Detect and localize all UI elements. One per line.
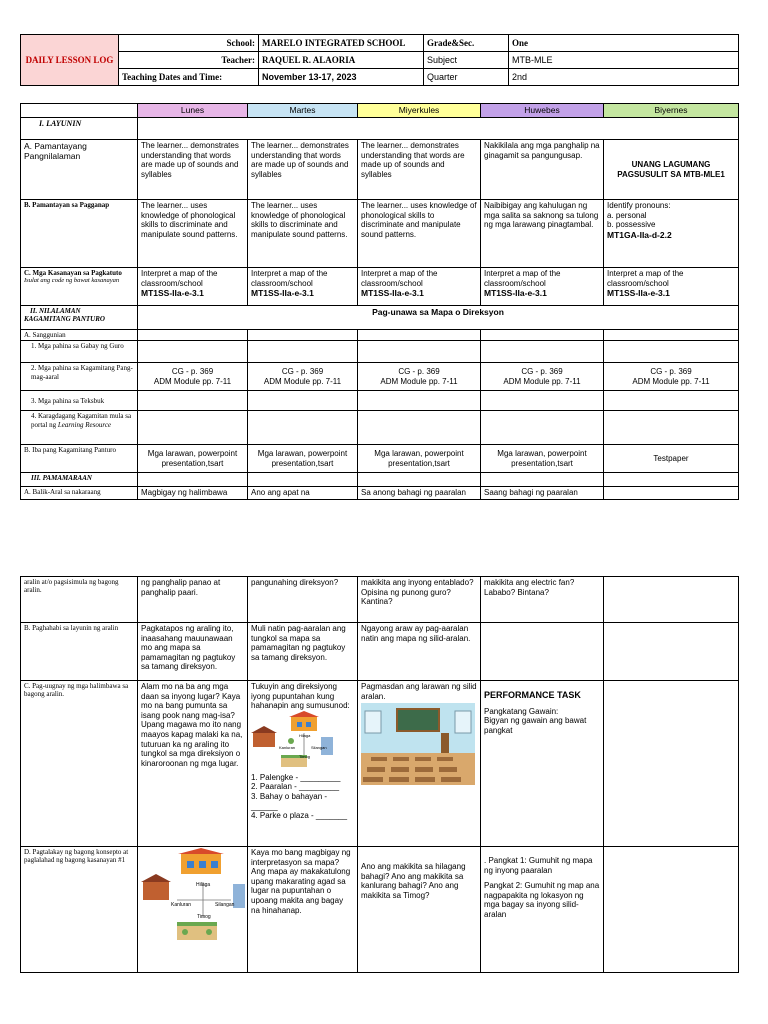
b-tue: The learner... uses knowledge of phonological skills to discriminate and manipulate sound patterns. (248, 200, 358, 268)
quarter-value: 2nd (509, 69, 739, 86)
label-mga-kasanayan (21, 268, 138, 306)
school-value: MARELO INTEGRATED SCHOOL (259, 35, 424, 52)
c-fri (604, 268, 739, 306)
grade-value: One (509, 35, 739, 52)
ugnay-wed (358, 681, 481, 847)
mat-wed: Mga larawan, powerpoint presentation,tsart (358, 445, 481, 473)
c-wed (358, 268, 481, 306)
talakay-wed-text: Ano ang makikita sa hilagang bahagi? Ano ang makikita sa kanlurang bahagi? Ano ang makikita sa Timog? (361, 862, 466, 900)
map-illustration (141, 848, 245, 948)
map-west: Kanluran (171, 902, 192, 908)
day-header-mon: Lunes (138, 104, 248, 118)
map-small-east: Silangan (311, 744, 327, 750)
log-title: DAILY LESSON LOG (21, 35, 119, 86)
corner-cell (21, 104, 138, 118)
label-pamantayang-pangnilalaman: A. Pamantayang Pangnilalaman (21, 140, 138, 200)
mat-thu: Mga larawan, powerpoint presentation,tsart (481, 445, 604, 473)
label-karagdagang-kagamitan (21, 411, 138, 445)
day-header-tue: Martes (248, 104, 358, 118)
cg-tue-1: CG - p. 369 (281, 367, 324, 377)
section-layunin: I. LAYUNIN (21, 118, 138, 140)
c-fri-code: MT1SS-IIa-e-3.1 (607, 288, 670, 299)
habi-wed: Ngayong araw ay pag-aaralan natin ang mapa ng silid-aralan. (358, 623, 481, 681)
a-mon: The learner... demonstrates understanding that words are made up of sounds and syllables (138, 140, 248, 200)
ugnay-wed-text: Pagmasdan ang larawan ng silid aralan. (361, 682, 477, 701)
cg-tue-2: ADM Module pp. 7-11 (263, 376, 342, 386)
balik-cont-tue: pangunahing direksyon? (248, 577, 358, 623)
map-small-south: Timog (299, 753, 310, 759)
mat-tue: Mga larawan, powerpoint presentation,tsart (248, 445, 358, 473)
ugnay-tue-item1: 1. Palengke - _________ (251, 772, 341, 782)
label-balik-cont: aralin at/o pagsisimula ng bagong aralin. (21, 577, 138, 623)
cg-wed-1: CG - p. 369 (398, 367, 440, 377)
a-thu: Nakikilala ang mga panghalip na ginagamit sa pangungusap. (481, 140, 604, 200)
b-fri-code: MT1GA-IIa-d-2.2 (607, 229, 672, 240)
ugnay-thu (481, 681, 604, 847)
layunin-empty (138, 118, 739, 140)
label-balik-aral: A. Balik-Aral sa nakaraang (21, 487, 138, 500)
map-south: Timog (197, 914, 211, 920)
label-pamamaraan: III. PAMAMARAAN (21, 473, 138, 487)
cg-tue (248, 363, 358, 391)
talakay-tue: Kaya mo bang magbigay ng interpretasyon sa mapa? Ang mapa ay makakatulong upang makarating agad sa lugar na pupuntahan o upoang makita ang bagay na hinahanap. (248, 847, 358, 973)
talakay-thu-1: . Pangkat 1: Gumuhit ng mapa ng inyong paaralan (484, 856, 593, 875)
grade-label: Grade&Sec. (424, 35, 509, 52)
nilalaman-value: Pag-unawa sa Mapa o Direksyon (138, 306, 739, 330)
label-pag-uugnay: C. Pag-uugnay ng mga halimbawa sa bagong aralin. (21, 681, 138, 847)
a-tue: The learner... demonstrates understanding that words are made up of sounds and syllables (248, 140, 358, 200)
c-mon-text: Interpret a map of the classroom/school (141, 269, 218, 288)
talakay-thu (481, 847, 604, 973)
c-fri-text: Interpret a map of the classroom/school (607, 269, 684, 288)
map-illustration-small (251, 711, 351, 773)
performance-task-title: PERFORMANCE TASK (484, 690, 581, 700)
quarter-label: Quarter (424, 69, 509, 86)
cg-thu (481, 363, 604, 391)
balik-cont-thu: makikita ang electric fan? Lababo? Bintana? (481, 577, 604, 623)
ugnay-tue-item2: 2. Paaralan - _________ (251, 782, 340, 792)
map-small-west: Kanluran (279, 744, 296, 750)
label-sanggunian: A. Sanggunian (21, 330, 138, 341)
c-label-text: C. Mga Kasanayan sa Pagkatuto (24, 269, 122, 277)
a-fri: UNANG LAGUMANG PAGSUSULIT SA MTB-MLE1 (604, 140, 739, 200)
map-east: Silangan (215, 902, 235, 908)
balik-cont-mon: ng panghalip panao at panghalip paari. (138, 577, 248, 623)
lesson-table (20, 103, 739, 500)
day-header-fri: Biyernes (604, 104, 739, 118)
talakay-mon (138, 847, 248, 973)
b-fri-line3: b. possessive (607, 220, 656, 230)
label-iba-pang-kagamitan: B. Iba pang Kagamitang Panturo (21, 445, 138, 473)
balik-cont-wed: makikita ang inyong entablado? Opisina ng punong guro? Kantina? (358, 577, 481, 623)
mat-fri: Testpaper (604, 445, 739, 473)
subject-value: MTB-MLE (509, 52, 739, 69)
c-tue-code: MT1SS-IIa-e-3.1 (251, 288, 314, 299)
c-wed-text: Interpret a map of the classroom/school (361, 269, 438, 288)
ugnay-thu-1: Pangkatang Gawain: (484, 706, 559, 716)
balik-thu: Saang bahagi ng paaralan (481, 487, 604, 500)
ugnay-tue (248, 681, 358, 847)
balik-mon: Magbigay ng halimbawa (138, 487, 248, 500)
balik-wed: Sa anong bahagi ng paaralan (358, 487, 481, 500)
day-header-wed: Miyerkules (358, 104, 481, 118)
lesson-table-continued (20, 576, 739, 973)
c-thu-text: Interpret a map of the classroom/school (484, 269, 561, 288)
teacher-label: Teacher: (119, 52, 259, 69)
label-pamantayan-sa-pagganap: B. Pamantayan sa Pagganap (21, 200, 138, 268)
school-label: School: (119, 35, 259, 52)
c-label-sub: Isulat ang code ng bawat kasanayan (24, 277, 120, 285)
cg-mon-1: CG - p. 369 (171, 367, 214, 377)
ugnay-tue-intro: Tukuyin ang direksiyong iyong pupuntahan kung hahanapin ang sumusunod: (251, 682, 350, 711)
balik-tue: Ano ang apat na (248, 487, 358, 500)
classroom-illustration (361, 703, 475, 785)
header-table (20, 34, 739, 86)
habi-mon: Pagkatapos ng araling ito, inaasahang mauunawaan mo ang mapa sa pamamagitan ng pagtukoy sa tamang direksyon. (138, 623, 248, 681)
cg-wed (358, 363, 481, 391)
cg-wed-2: ADM Module pp. 7-11 (380, 376, 458, 386)
a-wed: The learner... demonstrates understanding that words are made up of sounds and syllables (358, 140, 481, 200)
c-mon (138, 268, 248, 306)
r4-text: 4. Karagdagang Kagamitan mula sa portal ng (31, 412, 132, 429)
c-tue (248, 268, 358, 306)
dates-value: November 13-17, 2023 (259, 69, 424, 86)
label-gabay-ng-guro: 1. Mga pahina sa Gabay ng Guro (21, 341, 138, 363)
mat-mon: Mga larawan, powerpoint presentation,tsart (138, 445, 248, 473)
label-nilalaman (21, 306, 138, 330)
c-mon-code: MT1SS-IIa-e-3.1 (141, 288, 204, 299)
b-mon: The learner... uses knowledge of phonological skills to discriminate and manipulate sound patterns. (138, 200, 248, 268)
b-thu: Naibibigay ang kahulugan ng mga salita sa saknong sa tulong ng mga larawang pinagtambal. (481, 200, 604, 268)
map-north: Hilaga (196, 882, 211, 888)
nilalaman-text: II. NILALAMAN (30, 307, 81, 315)
label-paghahabi: B. Paghahabi sa layunin ng aralin (21, 623, 138, 681)
b-fri-line1: Identify pronouns: (607, 201, 671, 210)
cg-mon-2: ADM Module pp. 7-11 (153, 376, 232, 386)
b-wed: The learner... uses knowledge of phonological skills to discriminate and manipulate sound patterns. (358, 200, 481, 268)
kagamitan-text: KAGAMITANG PANTURO (24, 315, 105, 324)
label-pagtalakay: D. Pagtalakay ng bagong konsepto at paglalahad ng bagong kasanayan #1 (21, 847, 138, 973)
ugnay-tue-item3: 3. Bahay o bahayan - ______ (251, 791, 328, 811)
c-tue-text: Interpret a map of the classroom/school (251, 269, 328, 288)
day-header-thu: Huwebes (481, 104, 604, 118)
ugnay-tue-item4: 4. Parke o plaza - _______ (251, 811, 348, 821)
cg-thu-2: ADM Module pp. 7-11 (503, 376, 581, 386)
label-teksbuk: 3. Mga pahina sa Teksbuk (21, 391, 138, 411)
cg-thu-1: CG - p. 369 (521, 367, 563, 377)
talakay-thu-2: Pangkat 2: Gumuhit ng map ana nagpapakita ng lokasyon ng mga bagay sa inyong silid-aralan (484, 881, 600, 919)
map-small-north: Hilaga (299, 732, 311, 738)
c-thu (481, 268, 604, 306)
habi-tue: Muli natin pag-aaralan ang tungkol sa mapa sa pamamagitan ng pagtukoy sa tamang direksyon. (248, 623, 358, 681)
cg-fri (604, 363, 739, 391)
dates-label: Teaching Dates and Time: (119, 69, 259, 86)
teacher-value: RAQUEL R. ALAORIA (259, 52, 424, 69)
label-kagamitang-mag-aaral: 2. Mga pahina sa Kagamitang Pang-mag-aaral (21, 363, 138, 391)
r4-ital: Learning Resource (57, 420, 112, 429)
b-fri (604, 200, 739, 268)
ugnay-mon: Alam mo na ba ang mga daan sa inyong lugar? Kaya mo na bang pumunta sa isang pook nang mag-isa? Upang magawa mo ito nang maayos kapag malaki ka na, tuturuan ka ng araling ito tungkol sa mga direksiyon o kinaroroonan ng mga lugar. (138, 681, 248, 847)
c-thu-code: MT1SS-IIa-e-3.1 (484, 288, 547, 299)
cg-mon (138, 363, 248, 391)
cg-fri-1: CG - p. 369 (650, 367, 692, 377)
cg-fri-2: ADM Module pp. 7-11 (632, 376, 710, 386)
ugnay-thu-2: Bigyan ng gawain ang bawat pangkat (484, 716, 587, 735)
b-fri-line2: a. personal (607, 210, 647, 220)
subject-label: Subject (424, 52, 509, 69)
c-wed-code: MT1SS-IIa-e-3.1 (361, 288, 424, 299)
talakay-wed (358, 847, 481, 973)
